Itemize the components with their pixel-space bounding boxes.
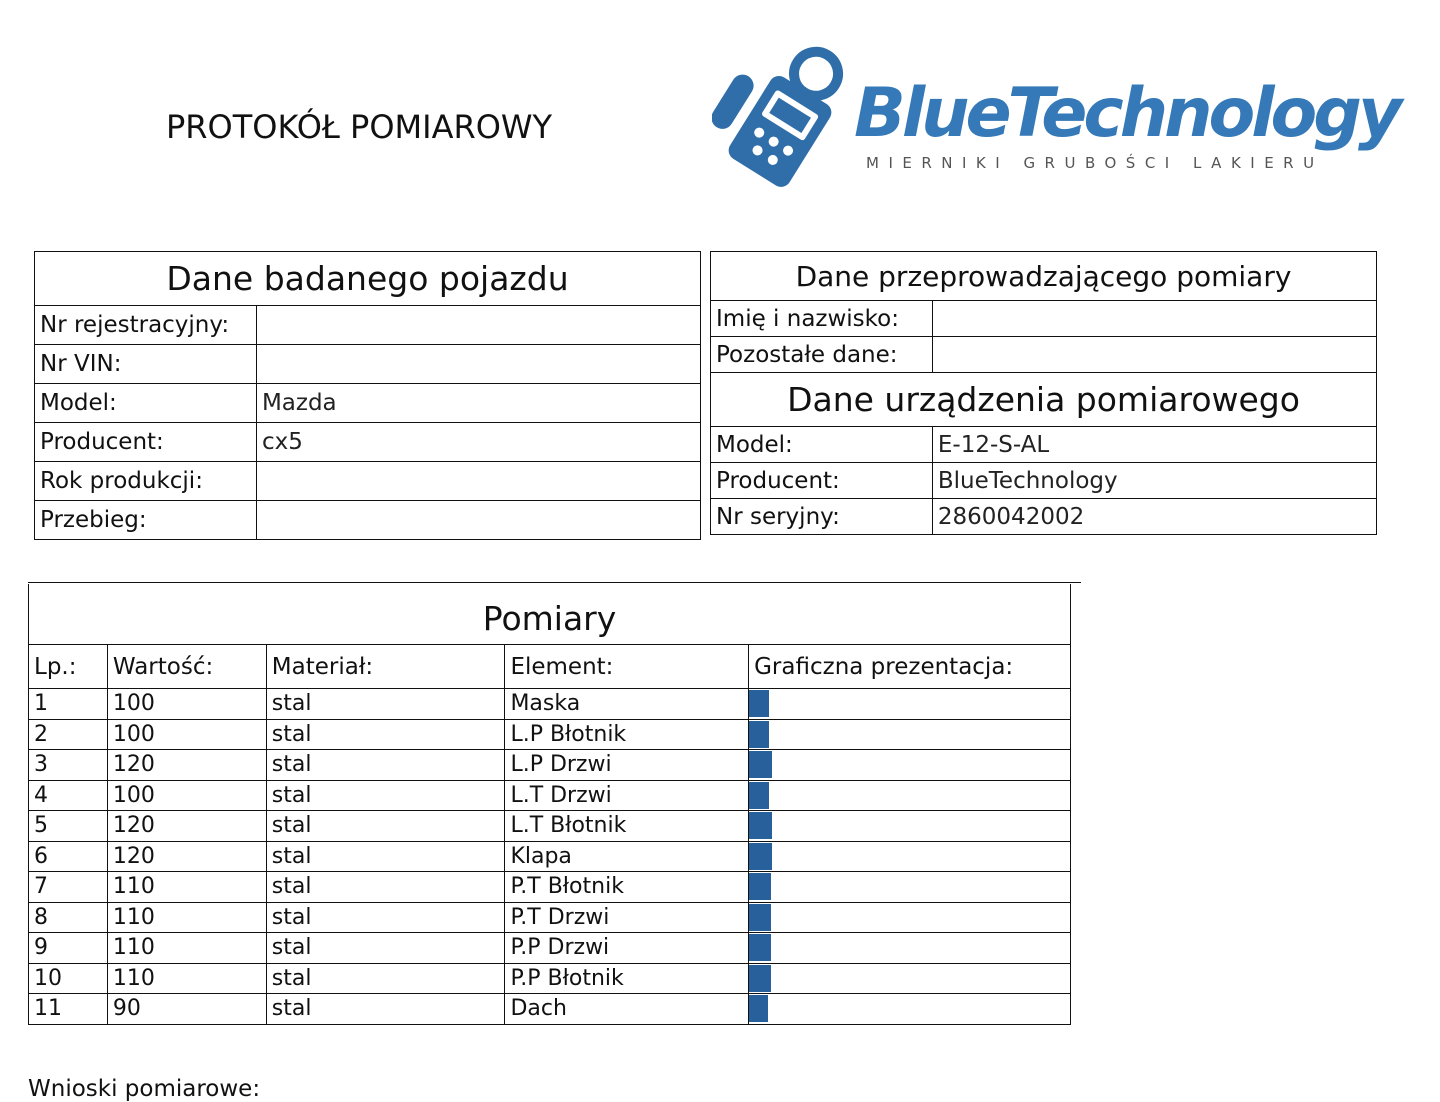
vehicle-value-vin <box>256 345 700 384</box>
cell-graphic <box>749 872 1071 903</box>
table-row <box>29 841 1071 872</box>
cell-graphic <box>749 963 1071 994</box>
cell-lp: 5 <box>29 811 108 842</box>
cell-material: stal <box>266 689 505 720</box>
column-header-element: Element: <box>505 645 749 689</box>
cell-value: 90 <box>107 994 266 1025</box>
cell-lp: 7 <box>29 872 108 903</box>
device-label-model: Model: <box>711 427 933 463</box>
vehicle-label-producer: Producent: <box>35 423 257 462</box>
column-header-material: Materiał: <box>266 645 505 689</box>
device-value-model: E-12-S-AL <box>932 427 1376 463</box>
measurement-bar <box>749 782 769 809</box>
cell-lp: 9 <box>29 933 108 964</box>
cell-element: P.T Drzwi <box>505 902 749 933</box>
operator-value-other <box>932 337 1376 373</box>
operator-value-name <box>932 301 1376 337</box>
cell-element: L.P Błotnik <box>505 719 749 750</box>
table-row <box>29 750 1071 781</box>
cell-lp: 1 <box>29 689 108 720</box>
cell-lp: 11 <box>29 994 108 1025</box>
vehicle-value-model: Mazda <box>256 384 700 423</box>
device-value-serial: 2860042002 <box>932 499 1376 535</box>
cell-material: stal <box>266 750 505 781</box>
cell-element: L.P Drzwi <box>505 750 749 781</box>
measurement-bar <box>749 690 769 717</box>
cell-graphic <box>749 902 1071 933</box>
operator-device-table <box>710 251 1377 535</box>
vehicle-label-vin: Nr VIN: <box>35 345 257 384</box>
table-row <box>29 872 1071 903</box>
cell-lp: 10 <box>29 963 108 994</box>
vehicle-data-header: Dane badanego pojazdu <box>35 252 701 306</box>
cell-graphic <box>749 719 1071 750</box>
measurement-bar <box>749 934 771 961</box>
cell-lp: 3 <box>29 750 108 781</box>
cell-element: L.T Błotnik <box>505 811 749 842</box>
brand-tagline: MIERNIKI GRUBOŚCI LAKIERU <box>866 154 1324 172</box>
vehicle-value-year <box>256 462 700 501</box>
cell-value: 100 <box>107 719 266 750</box>
cell-element: Klapa <box>505 841 749 872</box>
cell-lp: 4 <box>29 780 108 811</box>
table-row <box>29 780 1071 811</box>
measurement-bar <box>749 995 768 1022</box>
paint-gauge-icon <box>712 44 862 204</box>
vehicle-label-model: Model: <box>35 384 257 423</box>
table-row <box>29 811 1071 842</box>
conclusions-label: Wnioski pomiarowe: <box>28 1076 261 1102</box>
cell-value: 100 <box>107 780 266 811</box>
cell-value: 110 <box>107 872 266 903</box>
cell-material: stal <box>266 841 505 872</box>
cell-material: stal <box>266 933 505 964</box>
measurements-header: Pomiary <box>29 584 1071 645</box>
cell-material: stal <box>266 902 505 933</box>
operator-label-other: Pozostałe dane: <box>711 337 933 373</box>
cell-value: 120 <box>107 750 266 781</box>
cell-element: L.T Drzwi <box>505 780 749 811</box>
cell-element: Dach <box>505 994 749 1025</box>
table-row <box>29 994 1071 1025</box>
cell-graphic <box>749 841 1071 872</box>
cell-graphic <box>749 933 1071 964</box>
cell-value: 100 <box>107 689 266 720</box>
measurement-bar <box>749 751 772 778</box>
cell-element: P.T Błotnik <box>505 872 749 903</box>
brand-logo <box>712 44 1399 204</box>
operator-label-name: Imię i nazwisko: <box>711 301 933 337</box>
brand-name: BlueTechnology <box>854 74 1399 153</box>
cell-element: P.P Drzwi <box>505 933 749 964</box>
measurement-bar <box>749 843 772 870</box>
measurements-table <box>28 584 1071 1025</box>
vehicle-value-producer: cx5 <box>256 423 700 462</box>
cell-graphic <box>749 750 1071 781</box>
cell-material: stal <box>266 994 505 1025</box>
device-label-producer: Producent: <box>711 463 933 499</box>
cell-value: 120 <box>107 811 266 842</box>
device-value-producer: BlueTechnology <box>932 463 1376 499</box>
table-row <box>29 689 1071 720</box>
cell-element: P.P Błotnik <box>505 963 749 994</box>
device-data-header: Dane urządzenia pomiarowego <box>711 373 1377 427</box>
device-label-serial: Nr seryjny: <box>711 499 933 535</box>
cell-lp: 8 <box>29 902 108 933</box>
cell-material: stal <box>266 963 505 994</box>
vehicle-label-mileage: Przebieg: <box>35 501 257 540</box>
measurement-bar <box>749 721 769 748</box>
table-row <box>29 963 1071 994</box>
table-row <box>29 719 1071 750</box>
cell-value: 110 <box>107 933 266 964</box>
cell-value: 110 <box>107 902 266 933</box>
vehicle-value-registration <box>256 306 700 345</box>
table-row <box>29 902 1071 933</box>
measurement-bar <box>749 812 772 839</box>
cell-element: Maska <box>505 689 749 720</box>
column-header-value: Wartość: <box>107 645 266 689</box>
vehicle-label-registration: Nr rejestracyjny: <box>35 306 257 345</box>
cell-material: stal <box>266 780 505 811</box>
measurement-bar <box>749 965 771 992</box>
cell-lp: 2 <box>29 719 108 750</box>
vehicle-value-mileage <box>256 501 700 540</box>
vehicle-label-year: Rok produkcji: <box>35 462 257 501</box>
cell-graphic <box>749 994 1071 1025</box>
column-header-lp: Lp.: <box>29 645 108 689</box>
measurement-bar <box>749 873 771 900</box>
cell-lp: 6 <box>29 841 108 872</box>
cell-material: stal <box>266 811 505 842</box>
document-title: PROTOKÓŁ POMIAROWY <box>166 108 553 146</box>
measurement-bar <box>749 904 771 931</box>
cell-graphic <box>749 811 1071 842</box>
cell-value: 110 <box>107 963 266 994</box>
table-row <box>29 933 1071 964</box>
cell-material: stal <box>266 719 505 750</box>
cell-graphic <box>749 780 1071 811</box>
column-header-graphic: Graficzna prezentacja: <box>749 645 1071 689</box>
measurements-top-rule <box>28 582 1081 583</box>
cell-value: 120 <box>107 841 266 872</box>
cell-graphic <box>749 689 1071 720</box>
vehicle-data-table <box>34 251 701 540</box>
cell-material: stal <box>266 872 505 903</box>
operator-data-header: Dane przeprowadzającego pomiary <box>711 252 1377 301</box>
